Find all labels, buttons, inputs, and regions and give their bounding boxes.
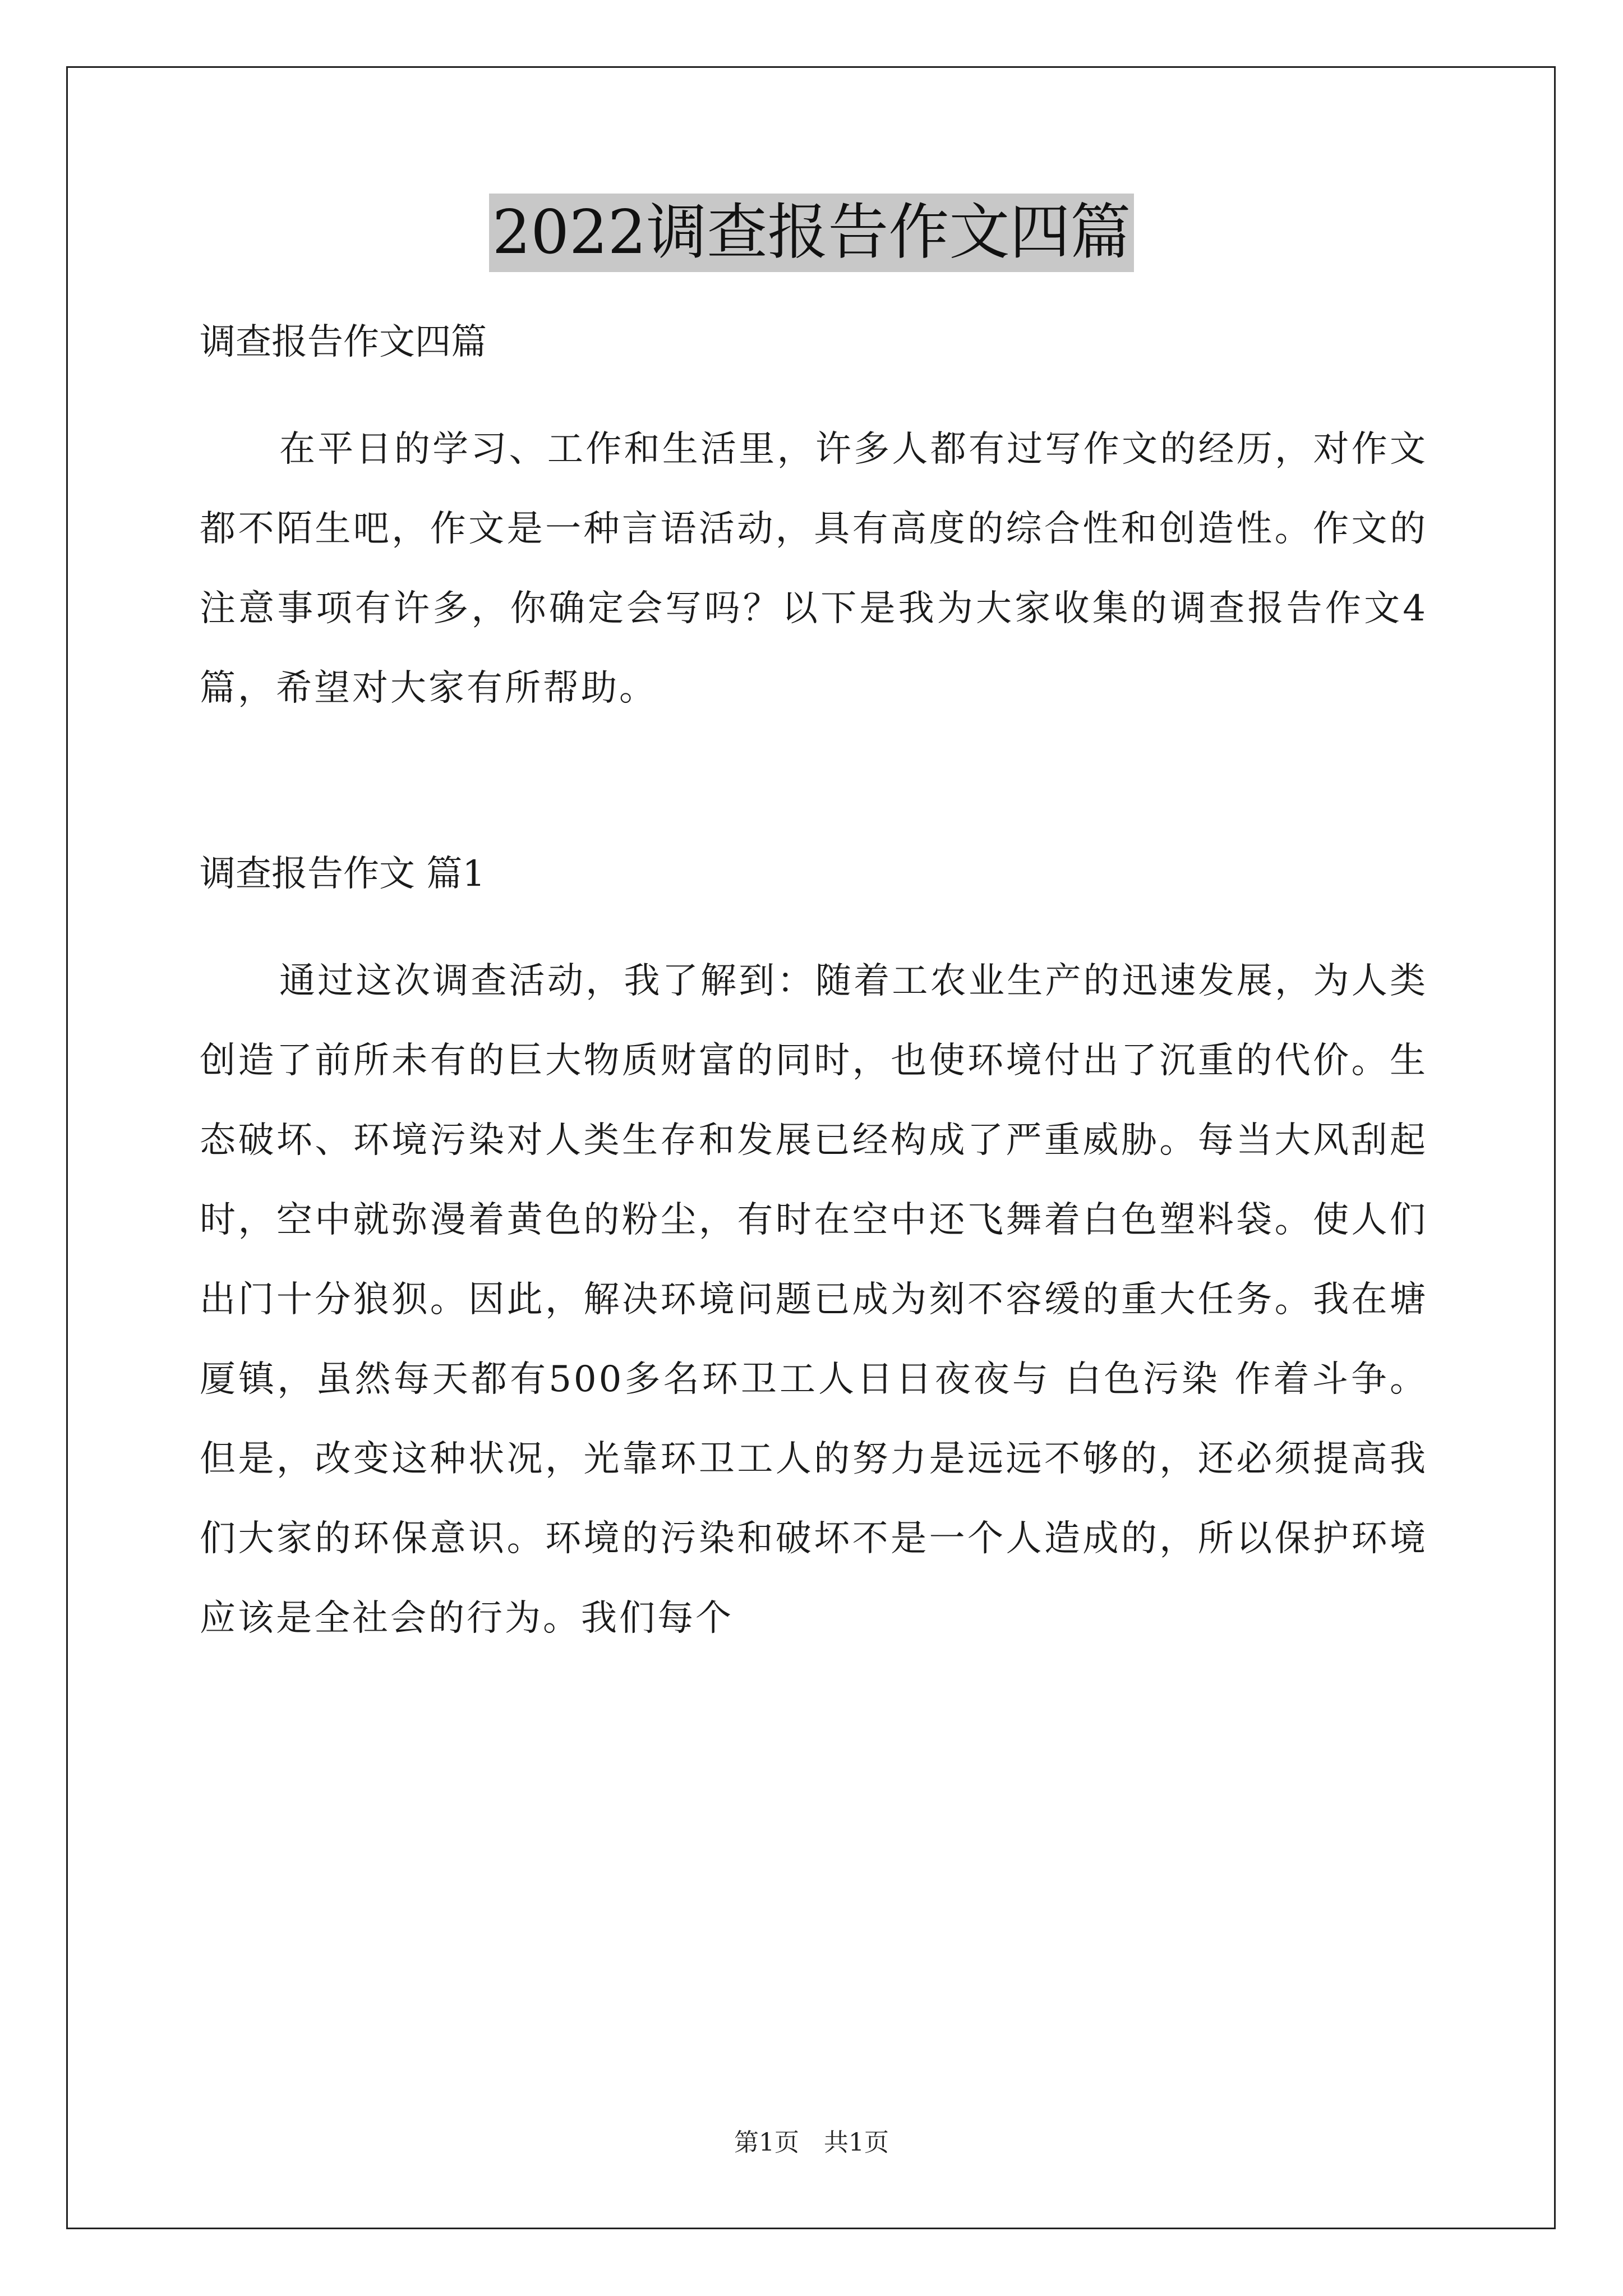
section-1-heading: 调查报告作文 篇1 <box>200 853 486 895</box>
spacer <box>200 381 1428 409</box>
document-body <box>200 303 1428 1658</box>
page-footer <box>0 2126 1623 2160</box>
title-container <box>0 194 1623 272</box>
section-spacer <box>200 728 1428 835</box>
spacer <box>200 913 1428 941</box>
section-1-paragraph: 通过这次调查活动，我了解到：随着工农业生产的迅速发展，为人类创造了前所未有的巨大物质财富的同时，也使环境付出了沉重的代价。生态破坏、环境污染对人类生存和发展已经构成了严重威胁。每当大风刮起时，空中就弥漫着黄色的粉尘，有时在空中还飞舞着白色塑料袋。使人们出门十分狼狈。因此，解决环境问题已成为刻不容缓的重大任务。我在塘厦镇，虽然每天都有500多名环卫工人日日夜夜与 白色污染 作着斗争。但是，改变这种状况，光靠环卫工人的努力是远远不够的，还必须提高我们大家的环保意识。环境的污染和破坏不是一个人造成的，所以保护环境应该是全社会的行为。我们每个 <box>200 960 1428 1639</box>
page-number: 第1页 共1页 <box>734 2128 889 2157</box>
document-title: 2022调查报告作文四篇 <box>489 194 1135 272</box>
intro-paragraph: 在平日的学习、工作和生活里，许多人都有过写作文的经历，对作文都不陌生吧，作文是一种言语活动，具有高度的综合性和创造性。作文的注意事项有许多，你确定会写吗？以下是我为大家收集的调查报告作文4篇，希望对大家有所帮助。 <box>200 429 1428 709</box>
document-subtitle: 调查报告作文四篇 <box>200 321 487 363</box>
